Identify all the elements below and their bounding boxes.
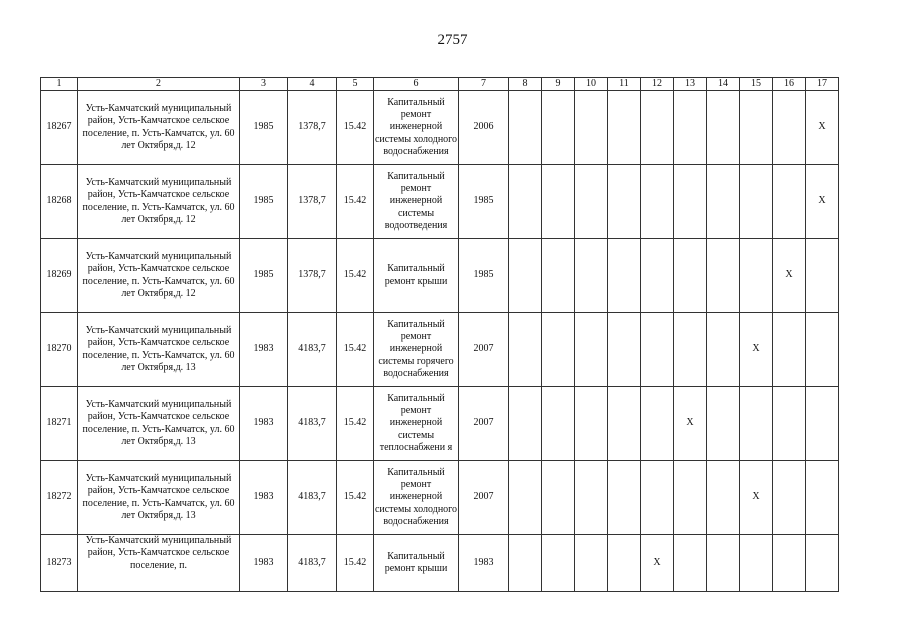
empty-cell-10 bbox=[575, 313, 608, 387]
column-header-13: 13 bbox=[674, 78, 707, 91]
empty-cell-9 bbox=[542, 461, 575, 535]
table-row bbox=[41, 387, 839, 461]
address-cell: Усть-Камчатский муниципальный район, Усть-Камчатское сельское поселение, п. bbox=[78, 535, 240, 592]
empty-cell-17 bbox=[806, 239, 839, 313]
year-cell: 1985 bbox=[240, 91, 288, 165]
column-header-4: 4 bbox=[288, 78, 337, 91]
column-header-17: 17 bbox=[806, 78, 839, 91]
empty-cell-8 bbox=[509, 313, 542, 387]
column-header-9: 9 bbox=[542, 78, 575, 91]
empty-cell-9 bbox=[542, 91, 575, 165]
year-cell: 1983 bbox=[240, 535, 288, 592]
area-cell: 1378,7 bbox=[288, 91, 337, 165]
empty-cell-12 bbox=[641, 387, 674, 461]
empty-cell-11 bbox=[608, 461, 641, 535]
empty-cell-15 bbox=[740, 535, 773, 592]
work-type-cell: Капитальный ремонт инженерной системы горячего водоснабжения bbox=[374, 313, 459, 387]
empty-cell-15 bbox=[740, 165, 773, 239]
empty-cell-10 bbox=[575, 535, 608, 592]
empty-cell-17 bbox=[806, 387, 839, 461]
empty-cell-10 bbox=[575, 239, 608, 313]
empty-cell-14 bbox=[707, 91, 740, 165]
column-header-1: 1 bbox=[41, 78, 78, 91]
empty-cell-16 bbox=[773, 461, 806, 535]
area-cell: 4183,7 bbox=[288, 535, 337, 592]
year-cell: 1983 bbox=[240, 461, 288, 535]
work-type-cell: Капитальный ремонт крыши bbox=[374, 239, 459, 313]
address-cell: Усть-Камчатский муниципальный район, Усть-Камчатское сельское поселение, п. Усть-Камчатск, ул. 60 лет Октября,д. 13 bbox=[78, 461, 240, 535]
year-cell: 1983 bbox=[240, 313, 288, 387]
address-cell: Усть-Камчатский муниципальный район, Усть-Камчатское сельское поселение, п. Усть-Камчатск, ул. 60 лет Октября,д. 12 bbox=[78, 165, 240, 239]
year-planned-cell: 1985 bbox=[459, 239, 509, 313]
empty-cell-16 bbox=[773, 387, 806, 461]
table-row bbox=[41, 313, 839, 387]
empty-cell-12 bbox=[641, 165, 674, 239]
empty-cell-11 bbox=[608, 239, 641, 313]
empty-cell-9 bbox=[542, 239, 575, 313]
work-type-cell: Капитальный ремонт инженерной системы холодного водоснабжения bbox=[374, 461, 459, 535]
code-cell: 15.42 bbox=[337, 461, 374, 535]
column-header-6: 6 bbox=[374, 78, 459, 91]
empty-cell-13 bbox=[674, 239, 707, 313]
empty-cell-9 bbox=[542, 387, 575, 461]
area-cell: 4183,7 bbox=[288, 313, 337, 387]
code-cell: 15.42 bbox=[337, 387, 374, 461]
work-type-cell: Капитальный ремонт крыши bbox=[374, 535, 459, 592]
empty-cell-8 bbox=[509, 461, 542, 535]
empty-cell-16 bbox=[773, 535, 806, 592]
column-header-5: 5 bbox=[337, 78, 374, 91]
table-row bbox=[41, 461, 839, 535]
code-cell: 15.42 bbox=[337, 91, 374, 165]
empty-cell-17 bbox=[806, 313, 839, 387]
year-cell: 1985 bbox=[240, 165, 288, 239]
registry-table bbox=[40, 77, 839, 592]
empty-cell-12 bbox=[641, 461, 674, 535]
table-row bbox=[41, 535, 839, 592]
code-cell: 15.42 bbox=[337, 313, 374, 387]
address-cell: Усть-Камчатский муниципальный район, Усть-Камчатское сельское поселение, п. Усть-Камчатск, ул. 60 лет Октября,д. 12 bbox=[78, 239, 240, 313]
empty-cell-14 bbox=[707, 387, 740, 461]
empty-cell-14 bbox=[707, 165, 740, 239]
mark-cell-16: X bbox=[773, 239, 806, 313]
empty-cell-10 bbox=[575, 91, 608, 165]
empty-cell-12 bbox=[641, 239, 674, 313]
empty-cell-15 bbox=[740, 91, 773, 165]
empty-cell-13 bbox=[674, 535, 707, 592]
column-header-14: 14 bbox=[707, 78, 740, 91]
column-header-2: 2 bbox=[78, 78, 240, 91]
record-id: 18271 bbox=[41, 387, 78, 461]
area-cell: 1378,7 bbox=[288, 239, 337, 313]
column-header-16: 16 bbox=[773, 78, 806, 91]
empty-cell-10 bbox=[575, 461, 608, 535]
year-cell: 1983 bbox=[240, 387, 288, 461]
column-header-10: 10 bbox=[575, 78, 608, 91]
empty-cell-8 bbox=[509, 91, 542, 165]
column-header-11: 11 bbox=[608, 78, 641, 91]
empty-cell-11 bbox=[608, 313, 641, 387]
empty-cell-17 bbox=[806, 535, 839, 592]
empty-cell-13 bbox=[674, 313, 707, 387]
empty-cell-14 bbox=[707, 535, 740, 592]
mark-cell-17: X bbox=[806, 91, 839, 165]
column-header-8: 8 bbox=[509, 78, 542, 91]
empty-cell-8 bbox=[509, 165, 542, 239]
mark-cell-12: X bbox=[641, 535, 674, 592]
empty-cell-11 bbox=[608, 387, 641, 461]
mark-cell-15: X bbox=[740, 461, 773, 535]
record-id: 18272 bbox=[41, 461, 78, 535]
record-id: 18270 bbox=[41, 313, 78, 387]
year-planned-cell: 2007 bbox=[459, 461, 509, 535]
empty-cell-9 bbox=[542, 535, 575, 592]
code-cell: 15.42 bbox=[337, 239, 374, 313]
record-id: 18267 bbox=[41, 91, 78, 165]
empty-cell-8 bbox=[509, 535, 542, 592]
year-cell: 1985 bbox=[240, 239, 288, 313]
empty-cell-14 bbox=[707, 461, 740, 535]
empty-cell-9 bbox=[542, 165, 575, 239]
area-cell: 1378,7 bbox=[288, 165, 337, 239]
record-id: 18273 bbox=[41, 535, 78, 592]
address-cell: Усть-Камчатский муниципальный район, Усть-Камчатское сельское поселение, п. Усть-Камчатск, ул. 60 лет Октября,д. 13 bbox=[78, 313, 240, 387]
empty-cell-16 bbox=[773, 91, 806, 165]
code-cell: 15.42 bbox=[337, 535, 374, 592]
year-planned-cell: 1983 bbox=[459, 535, 509, 592]
column-header-15: 15 bbox=[740, 78, 773, 91]
mark-cell-17: X bbox=[806, 165, 839, 239]
area-cell: 4183,7 bbox=[288, 461, 337, 535]
empty-cell-8 bbox=[509, 239, 542, 313]
year-planned-cell: 2006 bbox=[459, 91, 509, 165]
area-cell: 4183,7 bbox=[288, 387, 337, 461]
empty-cell-13 bbox=[674, 461, 707, 535]
table-row bbox=[41, 165, 839, 239]
work-type-cell: Капитальный ремонт инженерной системы холодного водоснабжения bbox=[374, 91, 459, 165]
table-row bbox=[41, 239, 839, 313]
empty-cell-8 bbox=[509, 387, 542, 461]
empty-cell-14 bbox=[707, 239, 740, 313]
table-row bbox=[41, 91, 839, 165]
empty-cell-15 bbox=[740, 387, 773, 461]
empty-cell-14 bbox=[707, 313, 740, 387]
empty-cell-12 bbox=[641, 91, 674, 165]
work-type-cell: Капитальный ремонт инженерной системы теплоснабжени я bbox=[374, 387, 459, 461]
empty-cell-11 bbox=[608, 535, 641, 592]
record-id: 18268 bbox=[41, 165, 78, 239]
empty-cell-12 bbox=[641, 313, 674, 387]
empty-cell-13 bbox=[674, 91, 707, 165]
year-planned-cell: 2007 bbox=[459, 387, 509, 461]
empty-cell-16 bbox=[773, 313, 806, 387]
year-planned-cell: 1985 bbox=[459, 165, 509, 239]
address-cell: Усть-Камчатский муниципальный район, Усть-Камчатское сельское поселение, п. Усть-Камчатск, ул. 60 лет Октября,д. 12 bbox=[78, 91, 240, 165]
column-header-12: 12 bbox=[641, 78, 674, 91]
column-header-3: 3 bbox=[240, 78, 288, 91]
mark-cell-13: X bbox=[674, 387, 707, 461]
work-type-cell: Капитальный ремонт инженерной системы водоотведения bbox=[374, 165, 459, 239]
address-cell: Усть-Камчатский муниципальный район, Усть-Камчатское сельское поселение, п. Усть-Камчатск, ул. 60 лет Октября,д. 13 bbox=[78, 387, 240, 461]
empty-cell-10 bbox=[575, 387, 608, 461]
empty-cell-15 bbox=[740, 239, 773, 313]
empty-cell-17 bbox=[806, 461, 839, 535]
empty-cell-9 bbox=[542, 313, 575, 387]
record-id: 18269 bbox=[41, 239, 78, 313]
empty-cell-10 bbox=[575, 165, 608, 239]
mark-cell-15: X bbox=[740, 313, 773, 387]
page-number: 2757 bbox=[437, 32, 468, 48]
code-cell: 15.42 bbox=[337, 165, 374, 239]
empty-cell-13 bbox=[674, 165, 707, 239]
column-header-7: 7 bbox=[459, 78, 509, 91]
year-planned-cell: 2007 bbox=[459, 313, 509, 387]
empty-cell-11 bbox=[608, 165, 641, 239]
empty-cell-11 bbox=[608, 91, 641, 165]
header-row bbox=[41, 78, 839, 91]
empty-cell-16 bbox=[773, 165, 806, 239]
